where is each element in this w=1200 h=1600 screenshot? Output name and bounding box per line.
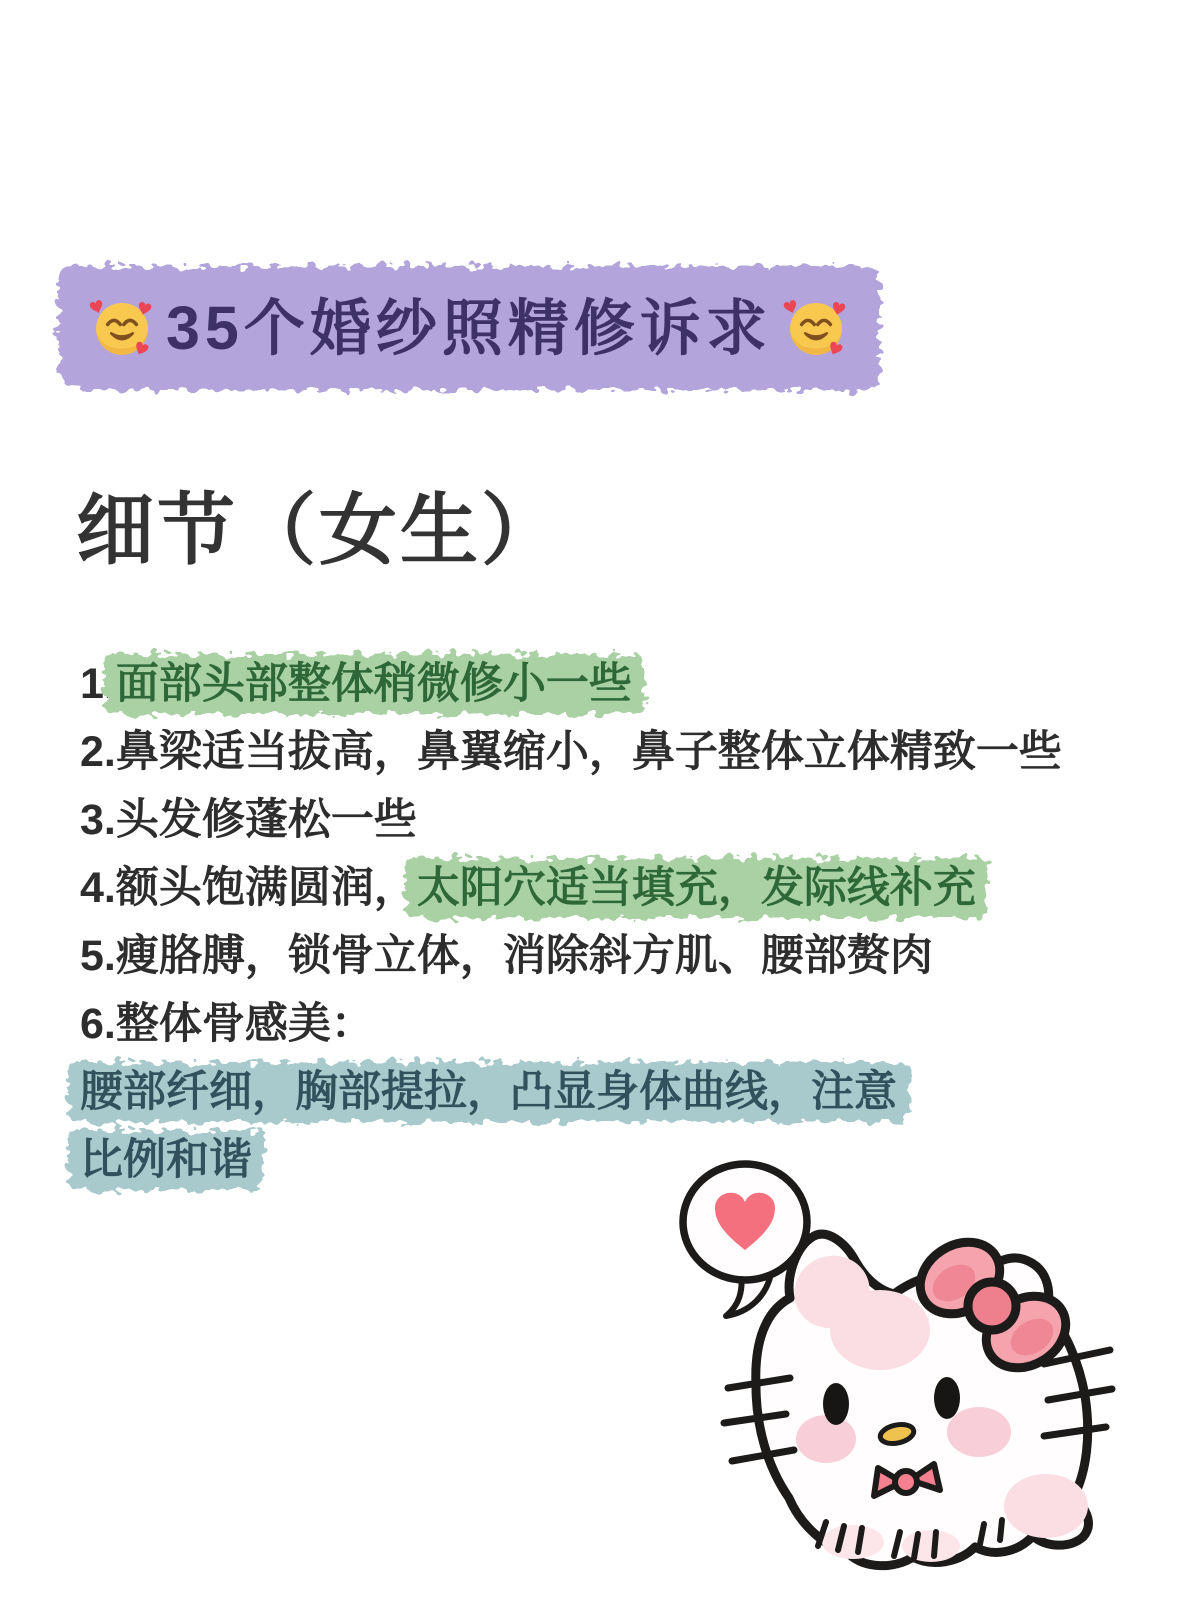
list-item	[80, 922, 1190, 990]
item-number: 3.	[80, 796, 116, 844]
item-text: 头发修蓬松一些	[115, 796, 417, 844]
post-title-banner	[88, 294, 850, 367]
list-item	[80, 650, 1190, 718]
item-text: 鼻梁适当拔高，鼻翼缩小，鼻子整体立体精致一些	[115, 728, 1062, 776]
item-number: 2.	[80, 728, 116, 776]
page-title: 35个婚纱照精修诉求	[166, 294, 772, 362]
smiling-face-with-hearts-emoji	[88, 294, 156, 362]
list-item	[80, 854, 1190, 922]
item-number: 6.	[80, 1000, 116, 1048]
section-heading: 细节（女生）	[76, 486, 563, 574]
list-item	[80, 786, 1190, 854]
item-number: 1.	[80, 660, 116, 708]
item-text: 整体骨感美：	[115, 1000, 374, 1048]
retouch-request-list	[80, 650, 1190, 1194]
smiling-face-with-hearts-emoji	[782, 294, 850, 362]
highlighted-text: 腰部纤细，胸部提拉，凸显身体曲线，注意	[80, 1068, 897, 1116]
highlighted-text: 太阳穴适当填充，发际线补充	[416, 864, 976, 912]
highlighted-text: 面部头部整体稍微修小一些	[115, 660, 632, 708]
item-number: 5.	[80, 932, 116, 980]
hello-kitty-cat-drawing	[648, 1126, 1200, 1592]
list-item	[80, 718, 1190, 786]
item-text: 额头饱满圆润，	[115, 864, 417, 912]
right-eye	[934, 1377, 960, 1419]
highlighted-text: 比例和谐	[80, 1136, 252, 1184]
title-highlight	[88, 294, 850, 362]
left-eye	[823, 1383, 849, 1425]
item-text: 瘦胳膊，锁骨立体，消除斜方肌、腰部赘肉	[115, 932, 933, 980]
item-number: 4.	[80, 864, 116, 912]
cat-illustration	[648, 1126, 1200, 1592]
